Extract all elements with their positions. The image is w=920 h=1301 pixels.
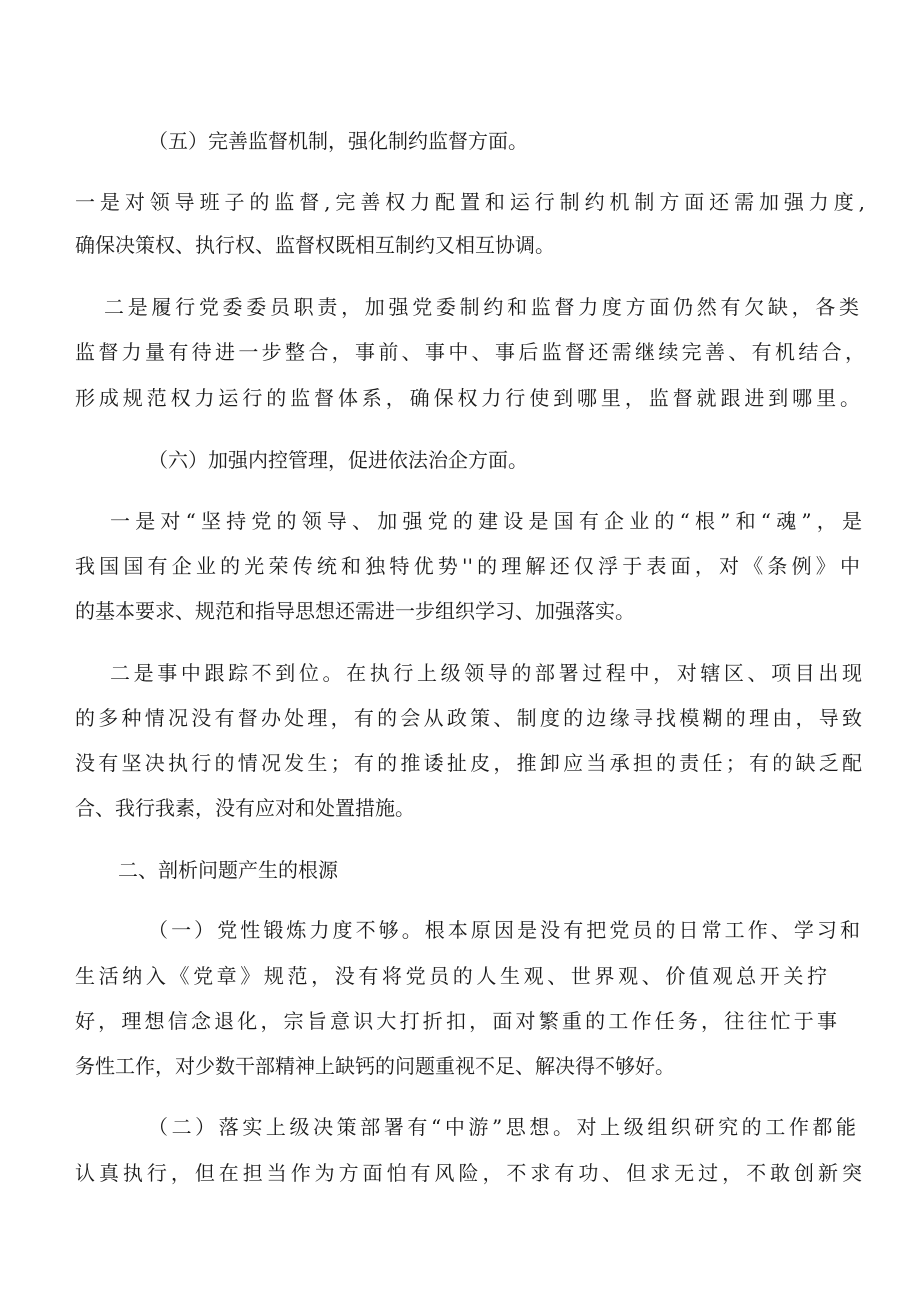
paragraph-line: 二是事中跟踪不到位。在执行上级领导的部署过程中，对辖区、项目出现 <box>110 661 862 685</box>
paragraph-line: 一是对“坚持党的领导、加强党的建设是国有企业的“根”和“魂”，是 <box>110 509 862 533</box>
paragraph-line: 生活纳入《党章》规范，没有将党员的人生观、世界观、价值观总开关拧 <box>75 964 827 988</box>
paragraph-line: 没有坚决执行的情况发生；有的推诿扯皮，推卸应当承担的责任；有的缺乏配 <box>75 751 862 775</box>
paragraph-line: 我国国有企业的光荣传统和独特优势''的理解还仅浮于表面，对《条例》中 <box>75 554 860 578</box>
section-heading-root-cause: 二、剖析问题产生的根源 <box>118 858 338 882</box>
paragraph-line: （一）党性锻炼力度不够。根本原因是没有把党员的日常工作、学习和 <box>148 918 860 942</box>
section-heading-6: （六）加强内控管理，促进依法治企方面。 <box>148 448 528 472</box>
paragraph-line: 认真执行，但在担当作为方面怕有风险，不求有功、但求无过，不敢创新突 <box>75 1161 862 1185</box>
paragraph-line: 一是对领导班子的监督,完善权力配置和运行制约机制方面还需加强力度, <box>75 190 865 214</box>
paragraph-line: 确保决策权、执行权、监督权既相互制约又相互协调。 <box>75 233 555 257</box>
section-heading-5: （五）完善监督机制，强化制约监督方面。 <box>148 129 528 153</box>
paragraph-line: 监督力量有待进一步整合，事前、事中、事后监督还需继续完善、有机结合， <box>75 340 865 364</box>
paragraph-line: 二是履行党委委员职责，加强党委制约和监督力度方面仍然有欠缺，各类 <box>104 295 859 319</box>
paragraph-line: 好，理想信念退化，宗旨意识大打折扣，面对繁重的工作任务，往往忙于事 <box>75 1009 837 1033</box>
paragraph-line: 合、我行我素，没有应对和处置措施。 <box>75 796 415 820</box>
paragraph-line: 的多种情况没有督办处理，有的会从政策、制度的边缘寻找模糊的理由，导致 <box>75 706 862 730</box>
paragraph-line: 务性工作，对少数干部精神上缺钙的问题重视不足、解决得不够好。 <box>75 1054 675 1078</box>
paragraph-line: 形成规范权力运行的监督体系，确保权力行使到哪里，监督就跟进到哪里。 <box>75 386 860 410</box>
paragraph-line: （二）落实上级决策部署有“中游”思想。对上级组织研究的工作都能 <box>148 1115 856 1139</box>
paragraph-line: 的基本要求、规范和指导思想还需进一步组织学习、加强落实。 <box>75 599 635 623</box>
